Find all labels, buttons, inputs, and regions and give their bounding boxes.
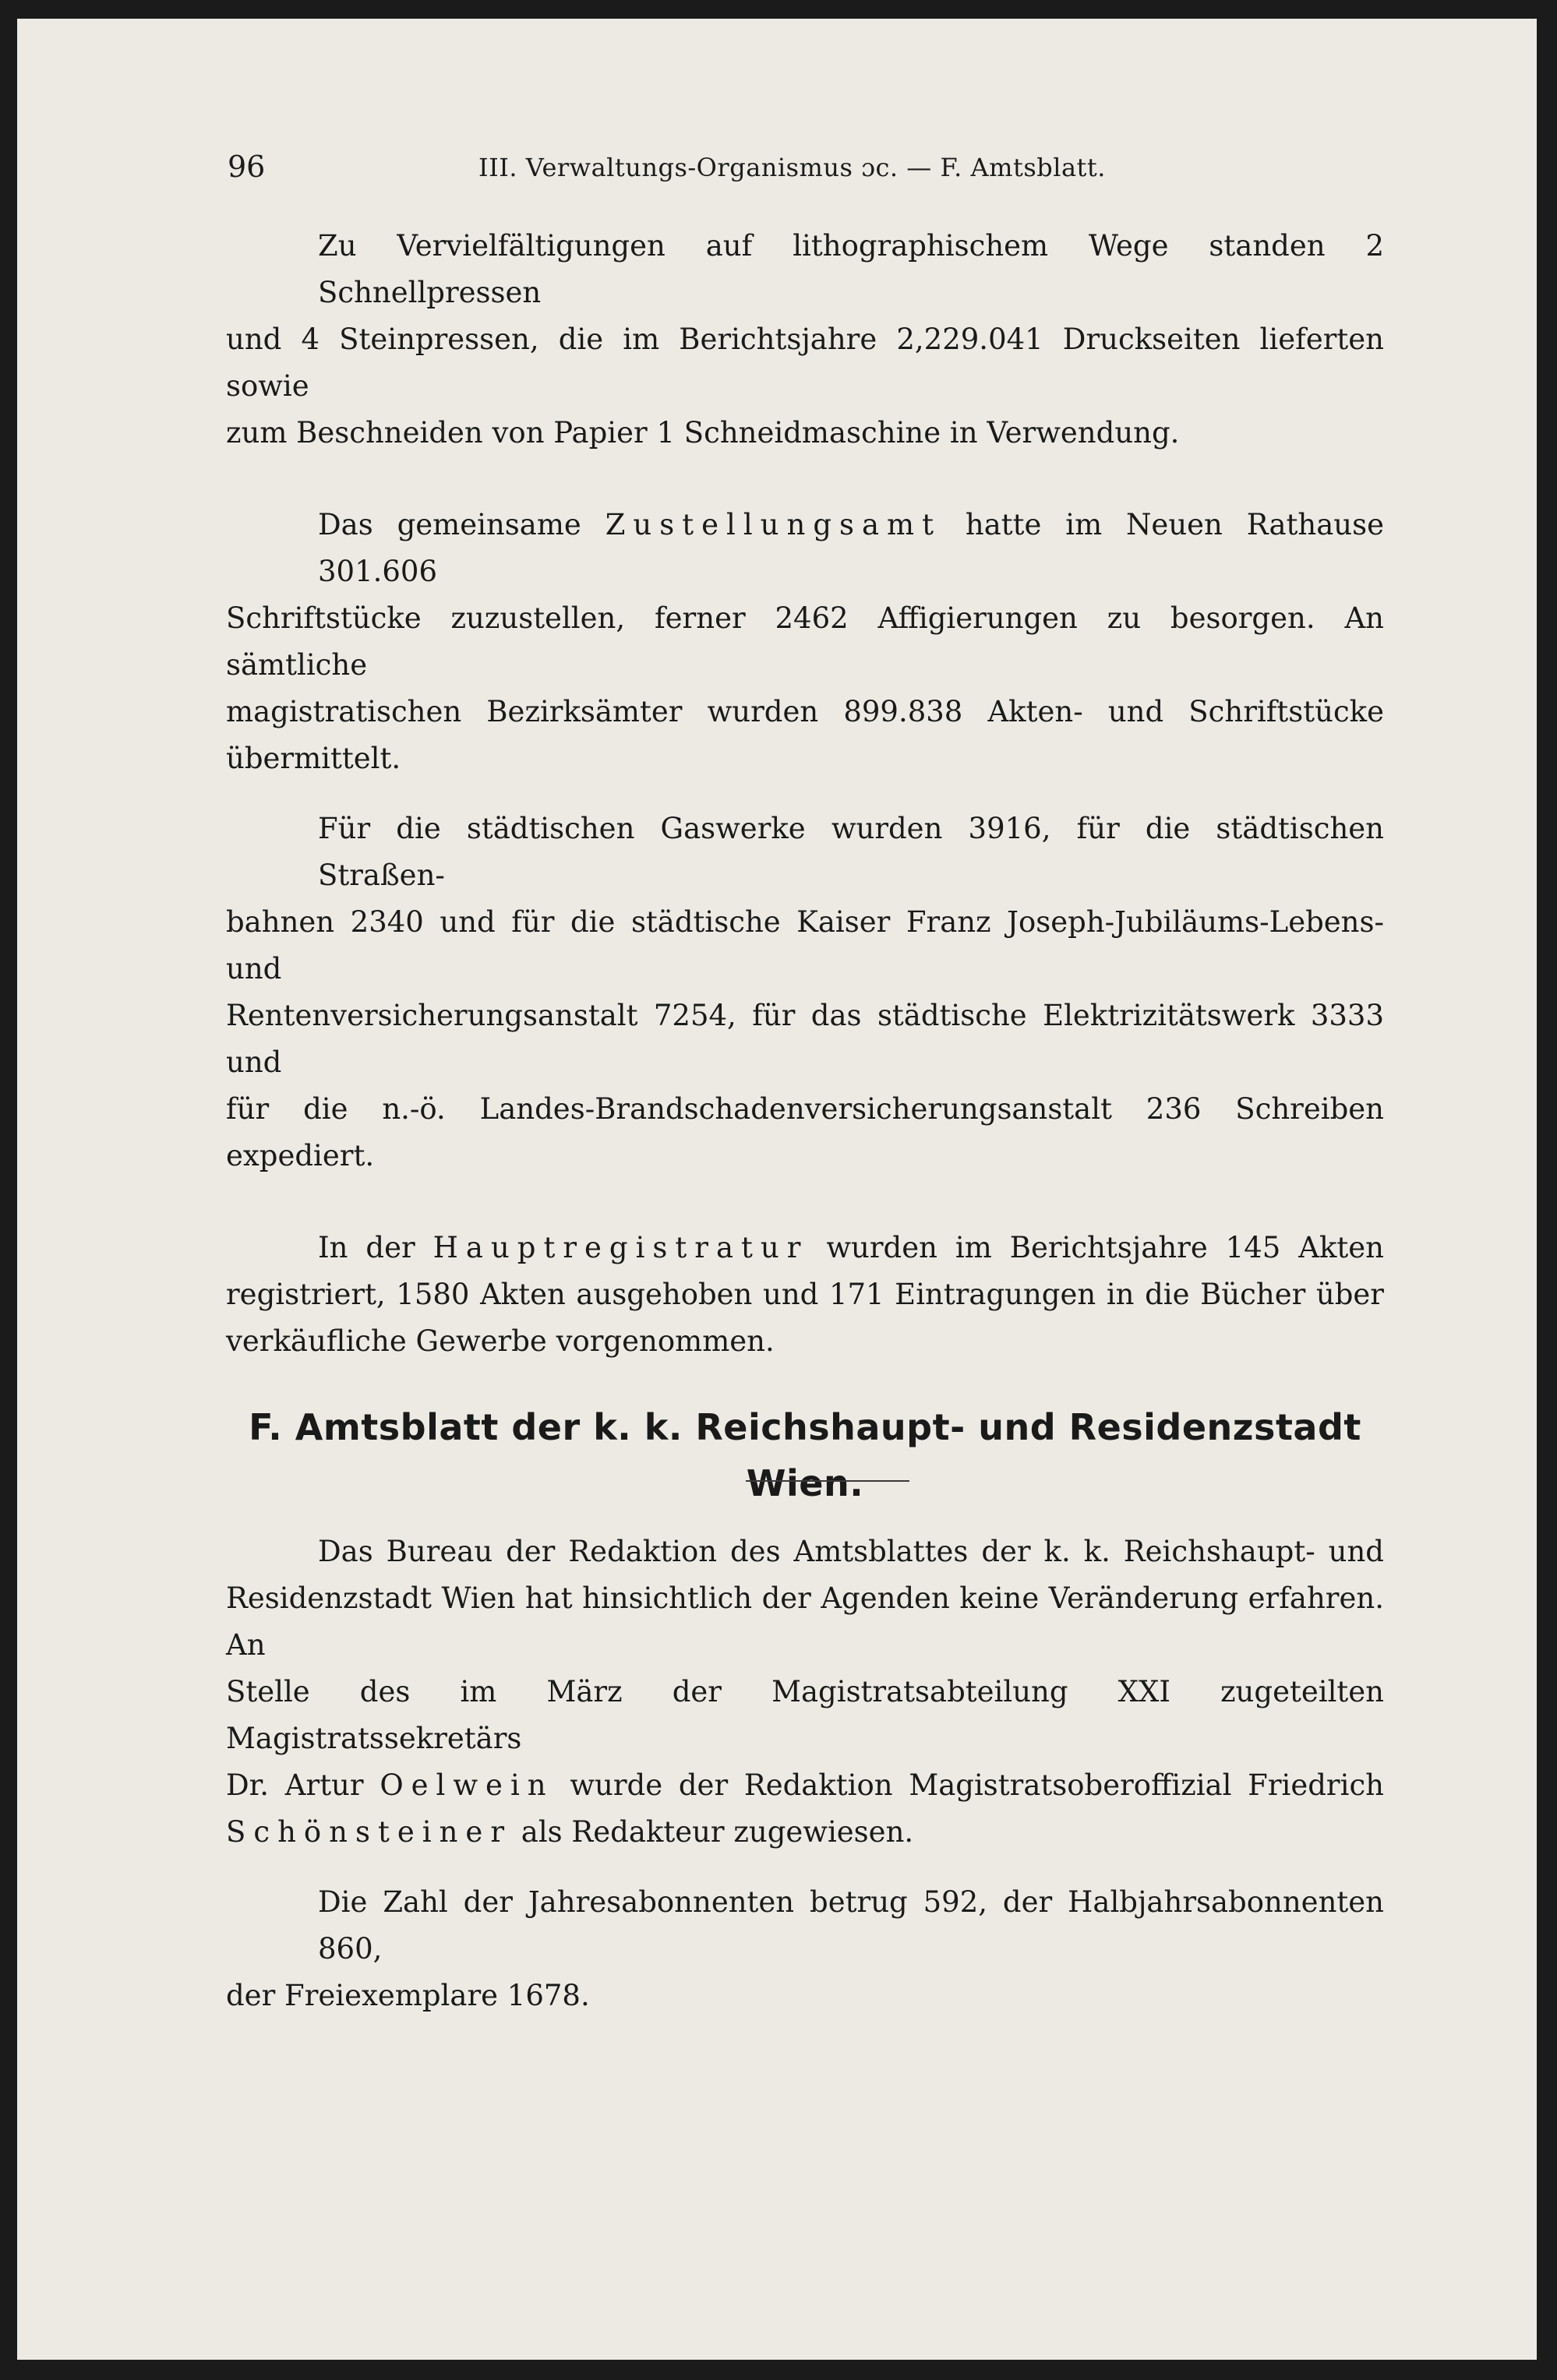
text-line: [226, 502, 1384, 595]
text-line: Schriftstücke zuzustellen, ferner 2462 Affigierungen zu besorgen. An sämtliche: [226, 601, 1384, 682]
text-line: [226, 1762, 1384, 1809]
text-line: registriert, 1580 Akten ausgehoben und 171 Eintragungen in die Bücher über: [226, 1278, 1384, 1311]
text-run: Das gemeinsame: [318, 508, 606, 541]
text-line: Das Bureau der Redaktion des Amtsblattes der k. k. Reichshaupt- und: [318, 1535, 1384, 1568]
closing-rule: [746, 1480, 909, 1482]
page-number: 96: [228, 150, 266, 184]
text-line: [226, 1225, 1384, 1271]
emphasized-name: Schönsteiner: [226, 1815, 513, 1849]
text-line: Residenzstadt Wien hat hinsichtlich der Agenden keine Veränderung erfahren. An: [226, 1581, 1384, 1662]
page-header: [228, 150, 1170, 193]
page-sheet: [17, 19, 1537, 2360]
paragraph-abonnenten: [226, 1879, 1384, 2019]
text-line: der Freiexemplare 1678.: [226, 1979, 590, 2012]
text-line: Zu Vervielfältigungen auf lithographischem Wege standen 2 Schnellpressen: [318, 229, 1384, 309]
text-line: Für die städtischen Gaswerke wurden 3916, für die städtischen Straßen-: [318, 812, 1384, 892]
text-line: [226, 1809, 1384, 1856]
section-heading: F. Amtsblatt der k. k. Reichshaupt- und Residenzstadt Wien.: [249, 1406, 1361, 1504]
text-run: wurden im Berichtsjahre 145 Akten: [808, 1231, 1384, 1264]
text-run: In der: [318, 1231, 433, 1264]
text-run: wurde der Redaktion Magistratsoberoffizial Friedrich: [553, 1768, 1385, 1802]
text-line: Rentenversicherungsanstalt 7254, für das städtische Elektrizitätswerk 3333 und: [226, 999, 1384, 1079]
paragraph-hauptregistratur: [226, 1225, 1384, 1365]
text-line: magistratischen Bezirksämter wurden 899.838 Akten- und Schriftstücke übermittelt.: [226, 695, 1384, 775]
text-line: für die n.-ö. Landes-Brandschadenversicherungsanstalt 236 Schreiben expediert.: [226, 1092, 1384, 1172]
paragraph-expedition: [226, 806, 1384, 1179]
text-run: Dr. Artur: [226, 1768, 380, 1802]
paragraph-redaktion: [226, 1528, 1384, 1856]
paragraph-zustellungsamt: [226, 502, 1384, 782]
text-line: verkäufliche Gewerbe vorgenommen.: [226, 1324, 775, 1358]
emphasized-term: Zustellungsamt: [605, 508, 942, 541]
text-line: bahnen 2340 und für die städtische Kaiser Franz Joseph-Jubiläums-Lebens- und: [226, 905, 1384, 985]
emphasized-name: Oelwein: [380, 1768, 554, 1802]
text-line: zum Beschneiden von Papier 1 Schneidmaschine in Verwendung.: [226, 416, 1180, 450]
paragraph-lithography: [226, 223, 1384, 457]
text-line: Die Zahl der Jahresabonnenten betrug 592, der Halbjahrsabonnenten 860,: [318, 1885, 1384, 1966]
text-line: und 4 Steinpressen, die im Berichtsjahre 2,229.041 Druckseiten lieferten sowie: [226, 323, 1384, 403]
text-line: Stelle des im März der Magistratsabteilung XXI zugeteilten Magistratssekretärs: [226, 1675, 1384, 1755]
text-run: als Redakteur zugewiesen.: [512, 1815, 914, 1849]
emphasized-term: Hauptregistratur: [432, 1231, 809, 1264]
text-run: hatte im Neuen Rathause 301.606: [318, 508, 1384, 588]
body-text: [226, 223, 1384, 2019]
running-head: III. Verwaltungs-Organismus ɔc. — F. Amtsblatt.: [478, 153, 1106, 182]
